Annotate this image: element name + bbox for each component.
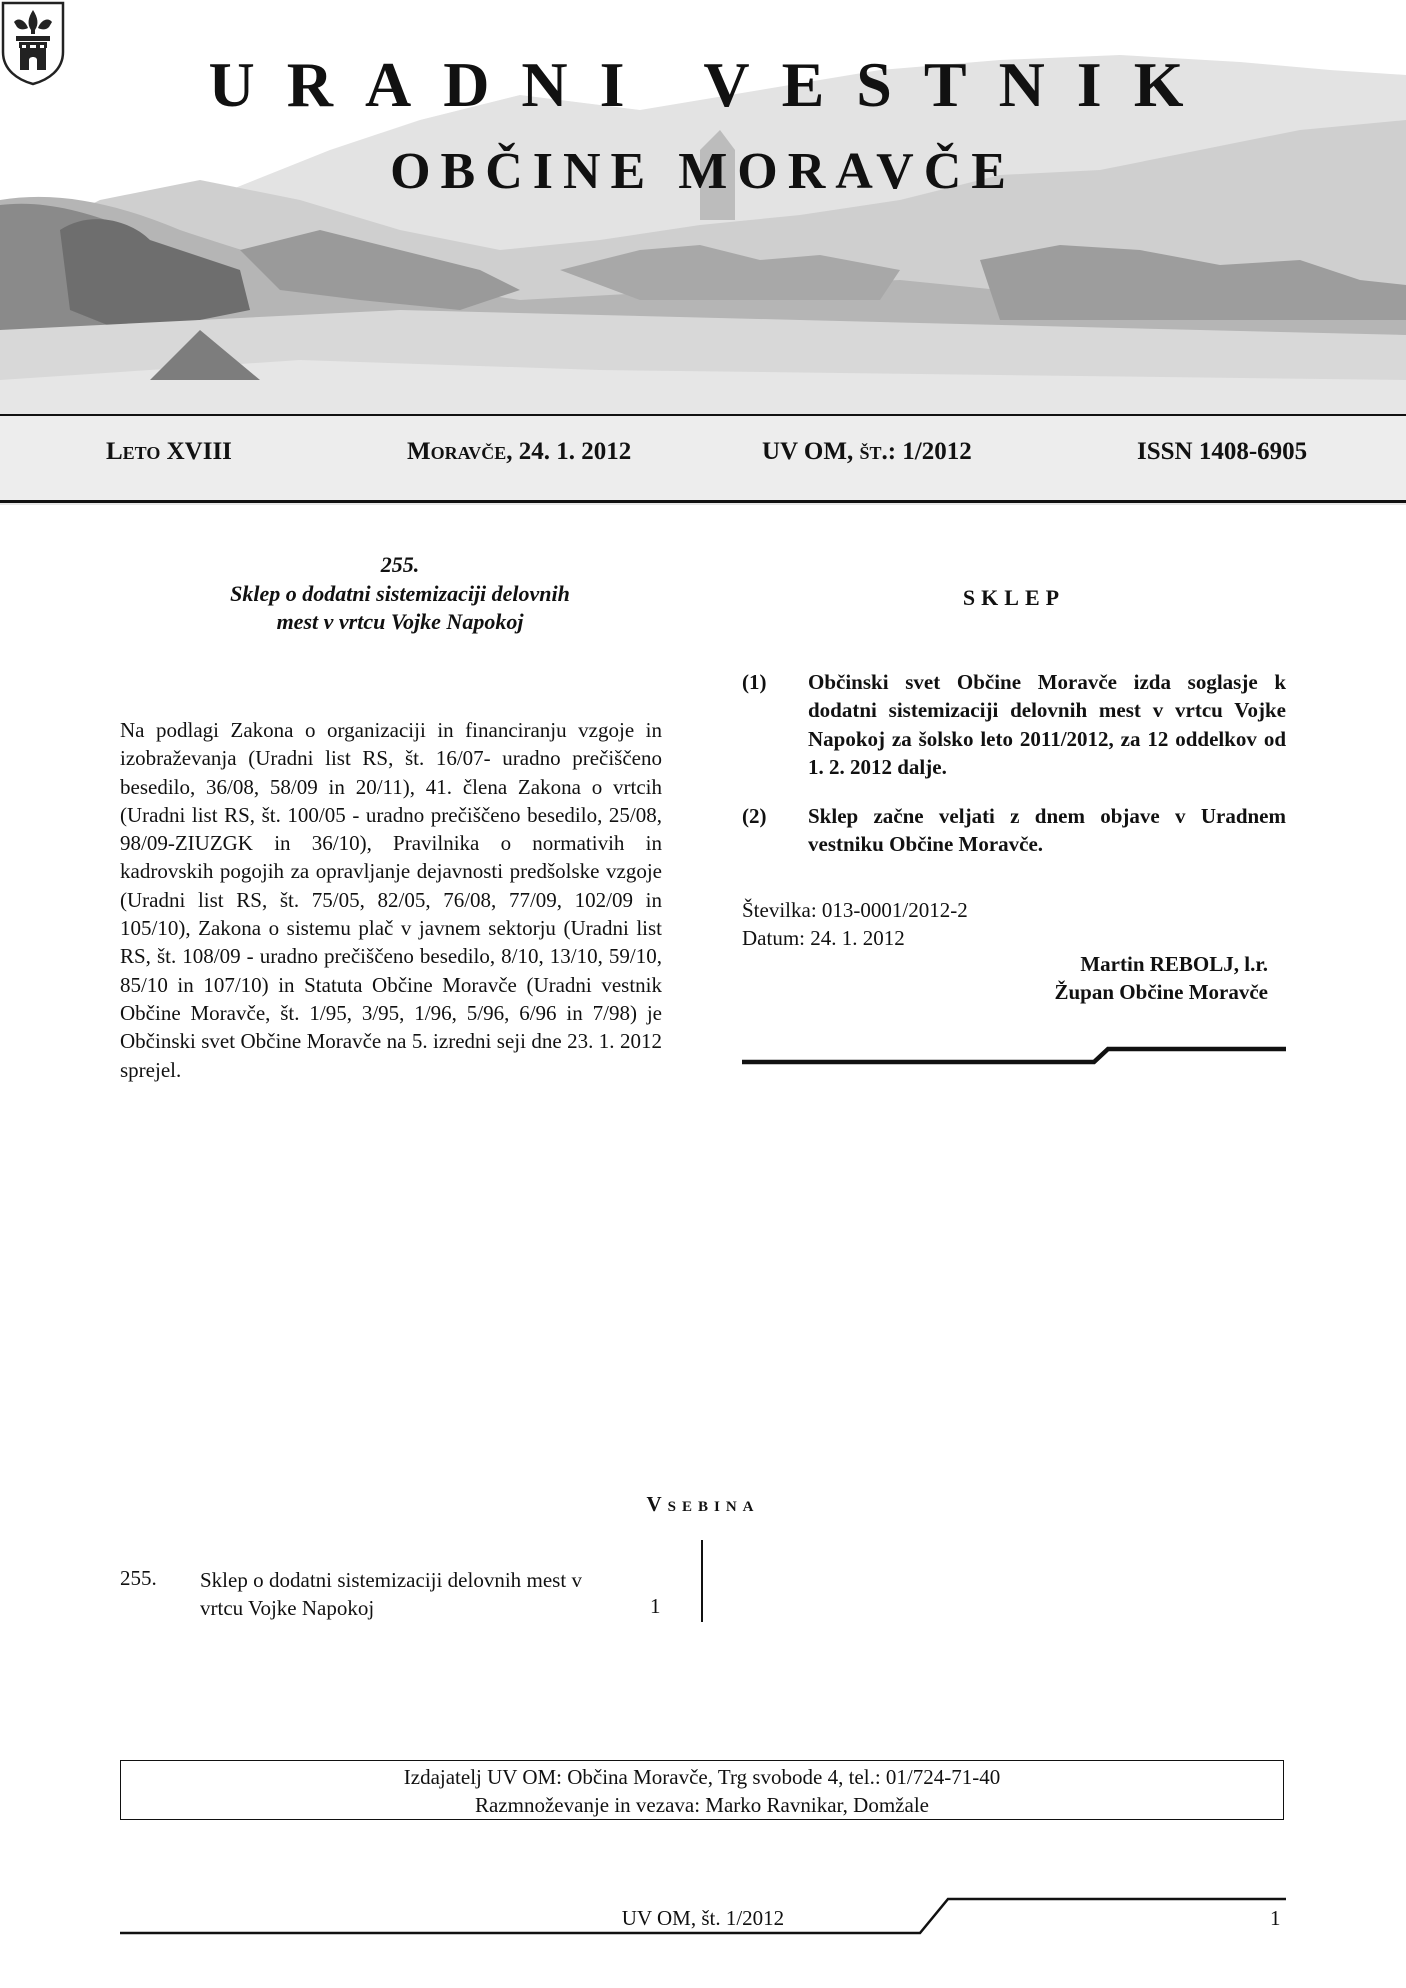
printing-line: Razmnoževanje in vezava: Marko Ravnikar, Domžale bbox=[475, 1793, 929, 1817]
article-title bbox=[120, 580, 680, 636]
coat-of-arms-icon bbox=[0, 0, 66, 86]
masthead bbox=[0, 0, 1406, 505]
publication-title: URADNI VESTNIK bbox=[208, 49, 1216, 120]
toc-item-title[interactable]: Sklep o dodatni sistemizaciji delovnih mest v vrtcu Vojke Napokoj bbox=[200, 1568, 582, 1620]
publisher-box bbox=[120, 1760, 1284, 1820]
issue-number: UV OM, št.: 1/2012 bbox=[762, 438, 972, 465]
place-date: Moravče, 24. 1. 2012 bbox=[407, 438, 632, 465]
page-number: 1 bbox=[1270, 1906, 1281, 1930]
signatory-role: Župan Občine Moravče bbox=[1054, 980, 1268, 1004]
issn: ISSN 1408-6905 bbox=[1137, 438, 1308, 465]
clause-number: (1) bbox=[742, 670, 767, 694]
document-meta bbox=[742, 896, 968, 952]
document-number: Številka: 013-0001/2012-2 bbox=[742, 898, 968, 922]
contents-heading: Vsebina bbox=[646, 1492, 760, 1516]
document-date: Datum: 24. 1. 2012 bbox=[742, 926, 905, 950]
toc-item-number: 255. bbox=[120, 1566, 157, 1590]
footer-issue-label: UV OM, št. 1/2012 bbox=[621, 1906, 785, 1930]
section-separator bbox=[740, 1040, 1290, 1066]
header-rule-bottom bbox=[0, 500, 1406, 503]
clause-text: Občinski svet Občine Moravče izda soglasje k dodatni sistemizaciji delovnih mest v vrtcu Vojke Napokoj za šolsko leto 2011/2012, za 12 oddelkov od 1. 2. 2012 dalje. bbox=[808, 670, 1286, 779]
sklep-heading: SKLEP bbox=[962, 585, 1066, 610]
article-number: 255. bbox=[380, 552, 420, 577]
signatory-name: Martin REBOLJ, l.r. bbox=[1080, 952, 1268, 976]
article-title-line1: Sklep o dodatni sistemizaciji delovnih bbox=[230, 581, 570, 606]
toc-item-page: 1 bbox=[650, 1594, 661, 1618]
signature-block bbox=[742, 950, 1268, 1006]
publisher-line: Izdajatelj UV OM: Občina Moravče, Trg svobode 4, tel.: 01/724-71-40 bbox=[403, 1765, 1001, 1789]
volume-year: Leto XVIII bbox=[106, 438, 232, 465]
municipality-title: OBČINE MORAVČE bbox=[390, 143, 1016, 200]
header-rule-top bbox=[0, 414, 1406, 416]
clause-text: Sklep začne veljati z dnem objave v Uradnem vestniku Občine Moravče. bbox=[808, 804, 1286, 857]
article-title-line2: mest v vrtcu Vojke Napokoj bbox=[276, 609, 524, 634]
clause-1 bbox=[742, 668, 1286, 781]
article-preamble: Na podlagi Zakona o organizaciji in financiranju vzgoje in izobraževanja (Uradni list RS, št. 16/07- uradno prečiščeno besedilo, 36/08, 58/09 in 20/11), 41. člena Zakona o vrtcih (Uradni list RS, št. 100/05 - uradno prečiščeno besedilo, 25/08, 98/09-ZIUZGK in 36/10), Pravilnika o normativih in kadrovskih pogojih za opravljanje dejavnosti predšolske vzgoje (Uradni list RS, št. 75/05, 82/05, 76/08, 77/09, 102/09 in 105/10), Zakona o sistemu plač v javnem sektorju (Uradni list RS, št. 108/09 - uradno prečiščeno besedilo, 8/10, 13/10, 59/10, 85/10 in 107/10) in Statuta Občine Moravče (Uradni vestnik Občine Moravče, št. 1/95, 3/95, 1/96, 5/96, 6/96 in 7/98) je Občinski svet Občine Moravče na 5. izredni seji dne 23. 1. 2012 sprejel. bbox=[120, 718, 662, 1082]
clause-number: (2) bbox=[742, 804, 767, 828]
contents-divider bbox=[701, 1540, 703, 1622]
clause-2 bbox=[742, 802, 1286, 859]
